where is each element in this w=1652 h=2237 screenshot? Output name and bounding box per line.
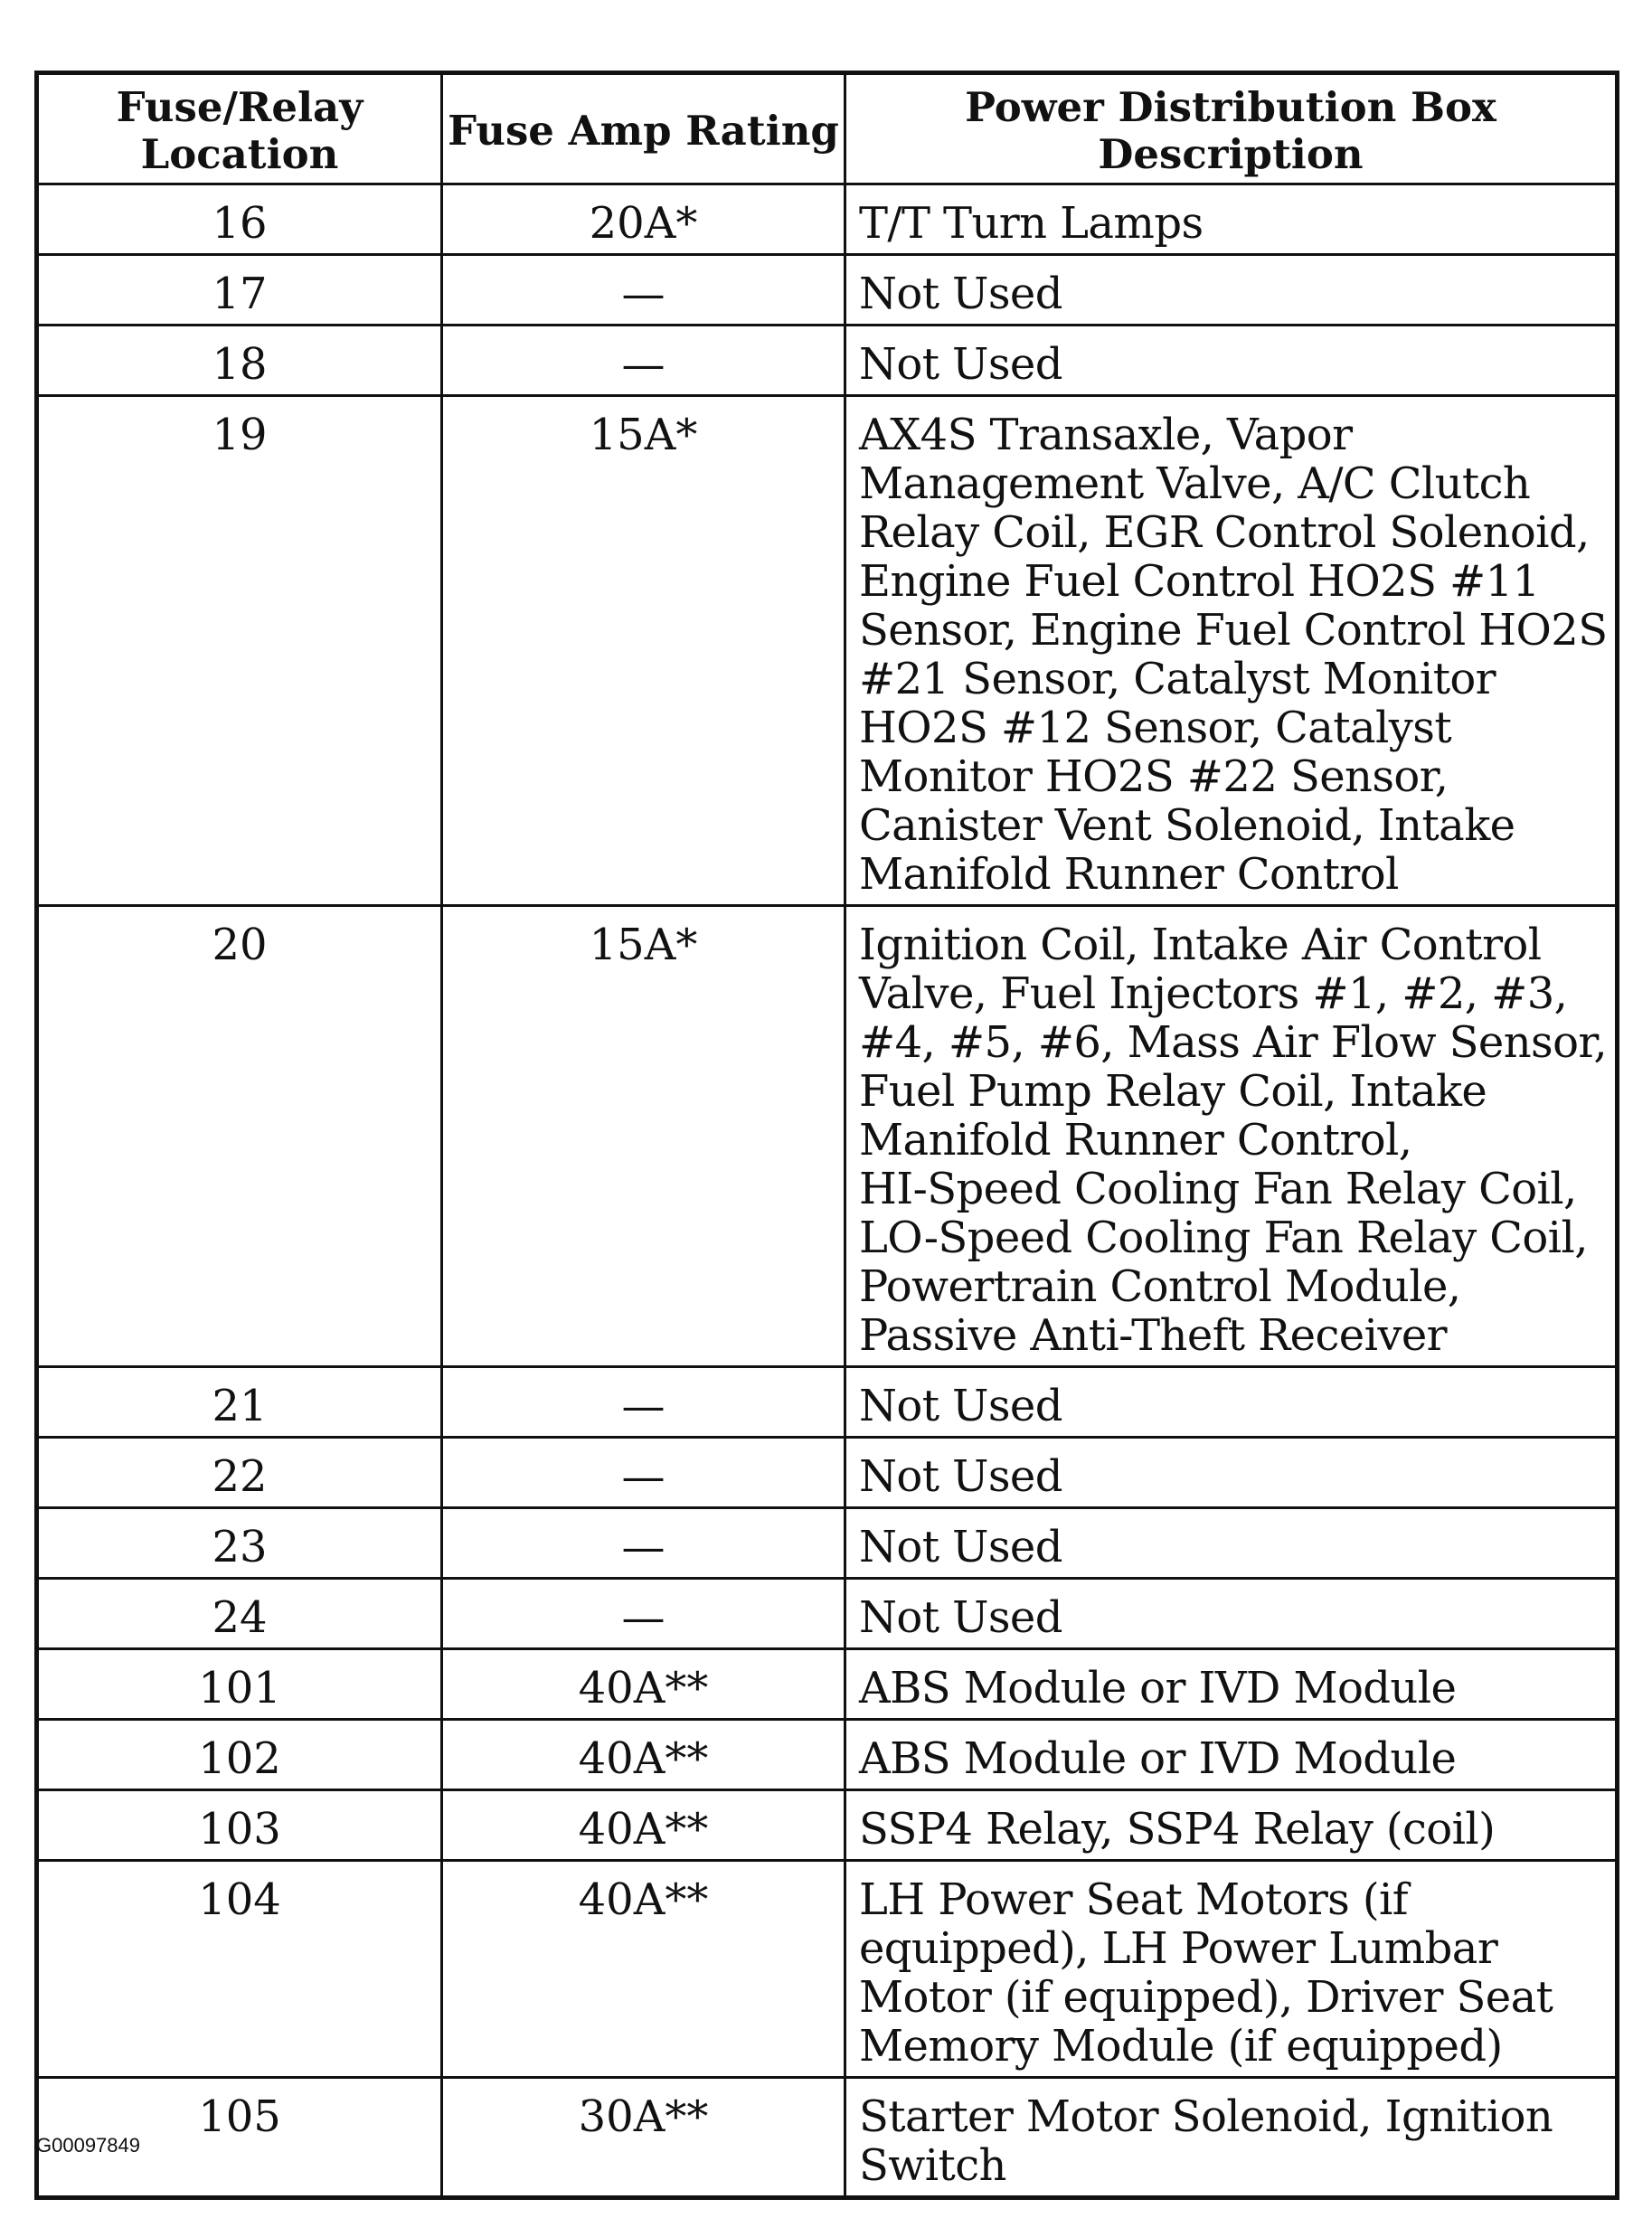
table-row	[37, 906, 1618, 1367]
description-line: Not Used	[859, 1451, 1062, 1502]
description-line: Starter Motor Solenoid, Ignition	[859, 2091, 1553, 2142]
fuse-amp-cell: 40A**	[442, 1720, 845, 1790]
fuse-amp-cell: 40A**	[442, 1649, 845, 1720]
table-row	[37, 1579, 1618, 1649]
description-cell	[845, 1861, 1618, 2078]
description-cell	[845, 1438, 1618, 1508]
description-line: Manifold Runner Control,	[859, 1115, 1412, 1166]
description-cell	[845, 1579, 1618, 1649]
table-row	[37, 1790, 1618, 1861]
fuse-amp-cell: —	[442, 1438, 845, 1508]
table-row	[37, 1508, 1618, 1579]
table-row	[37, 1649, 1618, 1720]
description-line: Not Used	[859, 269, 1062, 319]
description-line: Not Used	[859, 1381, 1062, 1431]
fuse-location-cell: 103	[37, 1790, 442, 1861]
fuse-location-cell: 21	[37, 1367, 442, 1438]
figure-id: G00097849	[36, 2134, 140, 2157]
description-line: Relay Coil, EGR Control Solenoid,	[859, 507, 1590, 558]
header-fuse-amp-rating: Fuse Amp Rating	[442, 73, 845, 184]
description-line: Sensor, Engine Fuel Control HO2S	[859, 605, 1608, 656]
table-row	[37, 1367, 1618, 1438]
fuse-location-cell: 20	[37, 906, 442, 1367]
description-line: Not Used	[859, 1592, 1062, 1643]
description-cell	[845, 906, 1618, 1367]
description-line: LH Power Seat Motors (if	[859, 1874, 1408, 1925]
description-line: #4, #5, #6, Mass Air Flow Sensor,	[859, 1017, 1608, 1068]
table-row	[37, 1720, 1618, 1790]
fuse-location-cell: 104	[37, 1861, 442, 2078]
description-line: T/T Turn Lamps	[859, 198, 1204, 249]
description-line: Manifold Runner Control	[859, 849, 1399, 900]
description-cell	[845, 255, 1618, 326]
description-line: Powertrain Control Module,	[859, 1261, 1461, 1312]
fuse-amp-cell: 30A**	[442, 2078, 845, 2198]
description-line: Motor (if equipped), Driver Seat	[859, 1972, 1553, 2023]
fuse-amp-cell: 20A*	[442, 184, 845, 255]
description-cell	[845, 184, 1618, 255]
description-line: Ignition Coil, Intake Air Control	[859, 920, 1542, 970]
description-line: Canister Vent Solenoid, Intake	[859, 800, 1515, 851]
description-line: equipped), LH Power Lumbar	[859, 1923, 1498, 1974]
description-line: ABS Module or IVD Module	[859, 1733, 1457, 1784]
fuse-amp-cell: —	[442, 1367, 845, 1438]
fuse-amp-cell: 15A*	[442, 396, 845, 906]
fuse-location-cell: 23	[37, 1508, 442, 1579]
description-line: Monitor HO2S #22 Sensor,	[859, 751, 1449, 802]
fuse-location-cell: 16	[37, 184, 442, 255]
description-cell	[845, 1720, 1618, 1790]
fuse-amp-cell: —	[442, 1508, 845, 1579]
table-row	[37, 184, 1618, 255]
fuse-amp-cell: 40A**	[442, 1790, 845, 1861]
fuse-amp-cell: —	[442, 1579, 845, 1649]
description-line: Management Valve, A/C Clutch	[859, 458, 1531, 509]
fuse-location-cell: 102	[37, 1720, 442, 1790]
description-cell	[845, 1508, 1618, 1579]
fuse-location-cell: 22	[37, 1438, 442, 1508]
description-cell	[845, 1649, 1618, 1720]
description-line: Fuel Pump Relay Coil, Intake	[859, 1066, 1487, 1117]
description-line: #21 Sensor, Catalyst Monitor	[859, 654, 1496, 704]
table-row	[37, 326, 1618, 396]
table-row	[37, 396, 1618, 906]
description-cell	[845, 1367, 1618, 1438]
fuse-location-cell: 18	[37, 326, 442, 396]
header-description: Power Distribution Box Description	[845, 73, 1618, 184]
fuse-location-cell: 101	[37, 1649, 442, 1720]
fuse-location-cell: 105	[37, 2078, 442, 2198]
fuse-amp-cell: 40A**	[442, 1861, 845, 2078]
description-line: HI-Speed Cooling Fan Relay Coil,	[859, 1164, 1577, 1214]
description-line: Switch	[859, 2140, 1006, 2191]
header-fuse-relay-location: Fuse/Relay Location	[37, 73, 442, 184]
header-row	[37, 73, 1618, 184]
description-cell	[845, 2078, 1618, 2198]
description-line: Memory Module (if equipped)	[859, 2021, 1503, 2072]
fuse-location-cell: 24	[37, 1579, 442, 1649]
fuse-amp-cell: —	[442, 326, 845, 396]
table-row	[37, 255, 1618, 326]
fuse-location-cell: 17	[37, 255, 442, 326]
table-row	[37, 1438, 1618, 1508]
table-row	[37, 2078, 1618, 2198]
description-line: Not Used	[859, 339, 1062, 390]
description-line: Valve, Fuel Injectors #1, #2, #3,	[859, 968, 1568, 1019]
description-line: Engine Fuel Control HO2S #11	[859, 556, 1540, 607]
description-line: Passive Anti-Theft Receiver	[859, 1310, 1447, 1361]
description-cell	[845, 326, 1618, 396]
description-line: LO-Speed Cooling Fan Relay Coil,	[859, 1213, 1588, 1263]
description-line: ABS Module or IVD Module	[859, 1663, 1457, 1713]
fuse-location-cell: 19	[37, 396, 442, 906]
description-line: HO2S #12 Sensor, Catalyst	[859, 703, 1452, 753]
fuse-amp-cell: —	[442, 255, 845, 326]
description-line: AX4S Transaxle, Vapor	[859, 410, 1353, 460]
description-cell	[845, 396, 1618, 906]
description-line: Not Used	[859, 1522, 1062, 1572]
table-row	[37, 1861, 1618, 2078]
fuse-relay-table	[34, 71, 1619, 2200]
table-body	[37, 184, 1618, 2198]
fuse-amp-cell: 15A*	[442, 906, 845, 1367]
description-line: SSP4 Relay, SSP4 Relay (coil)	[859, 1804, 1496, 1855]
description-cell	[845, 1790, 1618, 1861]
